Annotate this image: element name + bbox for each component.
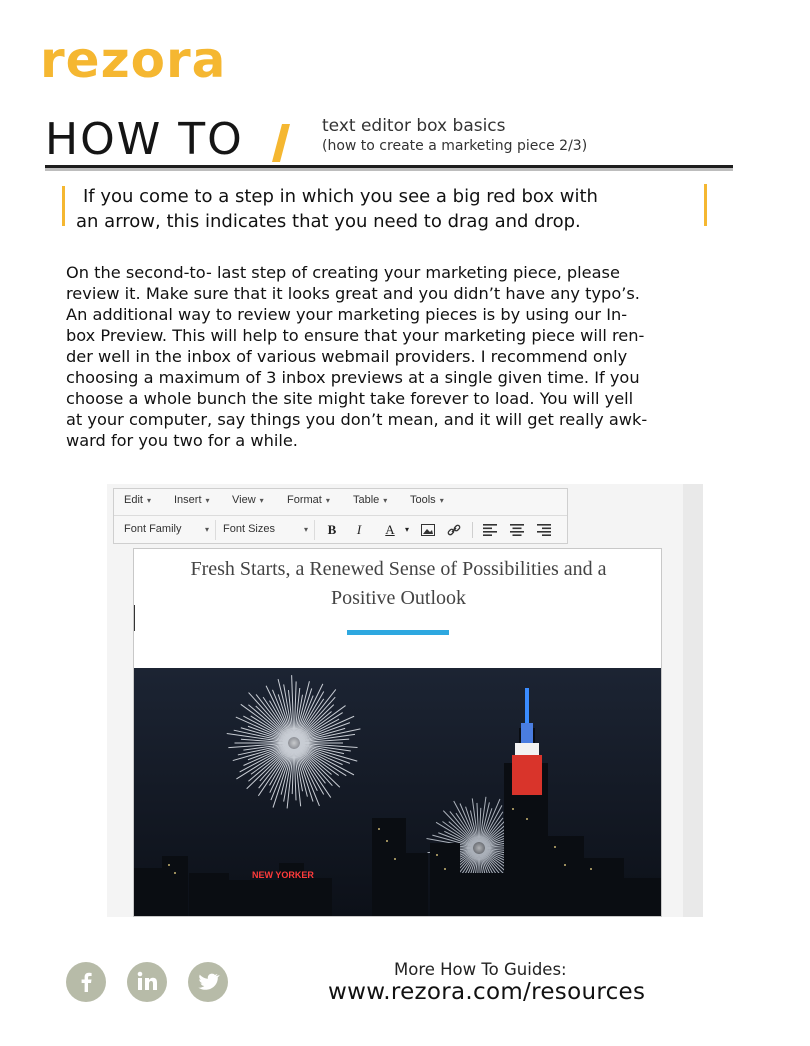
body-line: On the second-to- last step of creating your marketing piece, please: [66, 263, 620, 282]
footer-resources-link[interactable]: www.rezora.com/resources: [328, 979, 646, 1005]
page-subtitle-detail: (how to create a marketing piece 2/3): [322, 138, 588, 154]
menu-table[interactable]: Table ▾: [353, 494, 388, 506]
chevron-down-icon[interactable]: ▾: [404, 525, 409, 534]
menu-insert[interactable]: Insert ▾: [174, 494, 210, 506]
new-yorker-sign: NEW YORKER: [252, 870, 314, 880]
body-paragraph: [66, 262, 731, 451]
format-toolbar: [114, 516, 567, 544]
email-headline: Fresh Starts, a Renewed Sense of Possibilities and a Positive Outlook: [190, 558, 607, 609]
page-subtitle: text editor box basics: [322, 116, 506, 136]
menu-bar: [114, 489, 567, 516]
rezora-logo: rezora: [40, 31, 227, 89]
image-icon[interactable]: [418, 520, 438, 540]
headline-accent-bar: [347, 630, 449, 635]
body-line: at your computer, say things you don’t mean, and it will get really awk-: [66, 410, 648, 429]
editor-side-strip: [683, 484, 703, 917]
callout-bar-right: [704, 184, 707, 226]
body-line: ward for you two for a while.: [66, 431, 298, 450]
callout-line-1: If you come to a step in which you see a big red box with: [83, 186, 598, 207]
menu-view[interactable]: View ▾: [232, 494, 264, 506]
body-line: der well in the inbox of various webmail providers. I recommend only: [66, 347, 628, 366]
callout-bar-left: [62, 186, 65, 226]
fireworks-photo: [134, 668, 662, 917]
font-family-select[interactable]: Font Family ▾: [118, 520, 216, 540]
body-line: An additional way to review your marketing pieces is by using our In-: [66, 305, 628, 324]
twitter-icon[interactable]: [188, 962, 228, 1002]
callout-note: [76, 184, 701, 234]
font-color-button[interactable]: A: [385, 522, 395, 537]
header-divider: [45, 165, 733, 171]
text-cursor: [134, 605, 135, 631]
body-line: review it. Make sure that it looks great and you didn’t have any typo’s.: [66, 284, 640, 303]
body-line: choose a whole bunch the site might take forever to load. You will yell: [66, 389, 634, 408]
facebook-icon[interactable]: [66, 962, 106, 1002]
footer-more-label: More How To Guides:: [394, 960, 567, 979]
page-title: HOW TO: [45, 114, 244, 165]
toolbar-separator: [472, 522, 473, 538]
email-preview[interactable]: [133, 548, 662, 917]
editor-screenshot: [107, 484, 703, 917]
body-line: choosing a maximum of 3 inbox previews at a single given time. If you: [66, 368, 640, 387]
link-icon[interactable]: [444, 520, 464, 540]
menu-tools[interactable]: Tools ▾: [410, 494, 444, 506]
editor-toolbar: [113, 488, 568, 544]
menu-format[interactable]: Format ▾: [287, 494, 330, 506]
linkedin-icon[interactable]: [127, 962, 167, 1002]
body-line: box Preview. This will help to ensure that your marketing piece will ren-: [66, 326, 645, 345]
font-size-select[interactable]: Font Sizes ▾: [217, 520, 315, 540]
bold-button[interactable]: B: [327, 522, 337, 537]
menu-edit[interactable]: Edit ▾: [124, 494, 151, 506]
italic-button[interactable]: I: [356, 522, 362, 537]
slash-divider: [272, 124, 290, 162]
align-left-icon[interactable]: [480, 520, 500, 540]
align-right-icon[interactable]: [534, 520, 554, 540]
align-center-icon[interactable]: [507, 520, 527, 540]
callout-line-2: an arrow, this indicates that you need to drag and drop.: [76, 211, 581, 232]
